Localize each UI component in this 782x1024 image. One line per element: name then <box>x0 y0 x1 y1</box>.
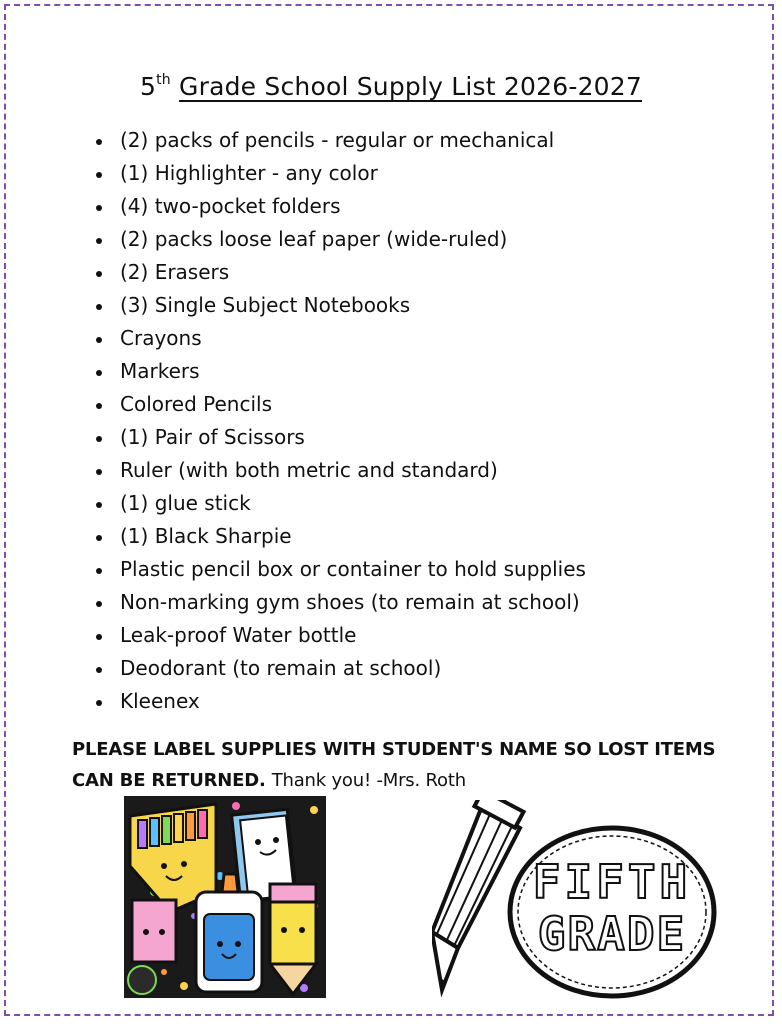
supply-item: Kleenex <box>92 685 586 718</box>
supply-item: (4) two-pocket folders <box>92 190 586 223</box>
supply-item: (2) Erasers <box>92 256 586 289</box>
supply-item: Leak-proof Water bottle <box>92 619 586 652</box>
note-line-1: PLEASE LABEL SUPPLIES WITH STUDENT'S NAME SO LOST ITEMS <box>72 739 716 760</box>
badge-line-2: GRADE <box>537 907 687 961</box>
supply-list <box>92 124 586 718</box>
title-text: Grade School Supply List 2026-2027 <box>179 72 642 101</box>
badge-line-1: FIFTH <box>532 855 692 909</box>
glue-bottle <box>196 874 262 992</box>
note-thanks: Thank you! -Mrs. Roth <box>271 770 466 791</box>
supply-item: (2) packs loose leaf paper (wide-ruled) <box>92 223 586 256</box>
supply-item: (3) Single Subject Notebooks <box>92 289 586 322</box>
school-supplies-clipart <box>124 796 326 998</box>
page-title <box>0 72 782 101</box>
supply-item: (1) Pair of Scissors <box>92 421 586 454</box>
supply-item: Markers <box>92 355 586 388</box>
supply-item: Deodorant (to remain at school) <box>92 652 586 685</box>
supply-item: Plastic pencil box or container to hold supplies <box>92 553 586 586</box>
supply-item: (2) packs of pencils - regular or mechanical <box>92 124 586 157</box>
label-note <box>72 734 732 796</box>
eraser <box>132 900 176 962</box>
supply-item: Non-marking gym shoes (to remain at school) <box>92 586 586 619</box>
supply-item: (1) Black Sharpie <box>92 520 586 553</box>
supply-item: Crayons <box>92 322 586 355</box>
note-line-2: CAN BE RETURNED. <box>72 770 266 791</box>
fifth-grade-badge <box>432 800 718 1006</box>
creative-clips-logo <box>128 966 156 994</box>
title-grade-number: 5 <box>140 72 157 101</box>
supply-item: (1) Highlighter - any color <box>92 157 586 190</box>
supply-item: Ruler (with both metric and standard) <box>92 454 586 487</box>
supply-item: Colored Pencils <box>92 388 586 421</box>
title-ordinal: th <box>156 71 171 88</box>
supply-item: (1) glue stick <box>92 487 586 520</box>
